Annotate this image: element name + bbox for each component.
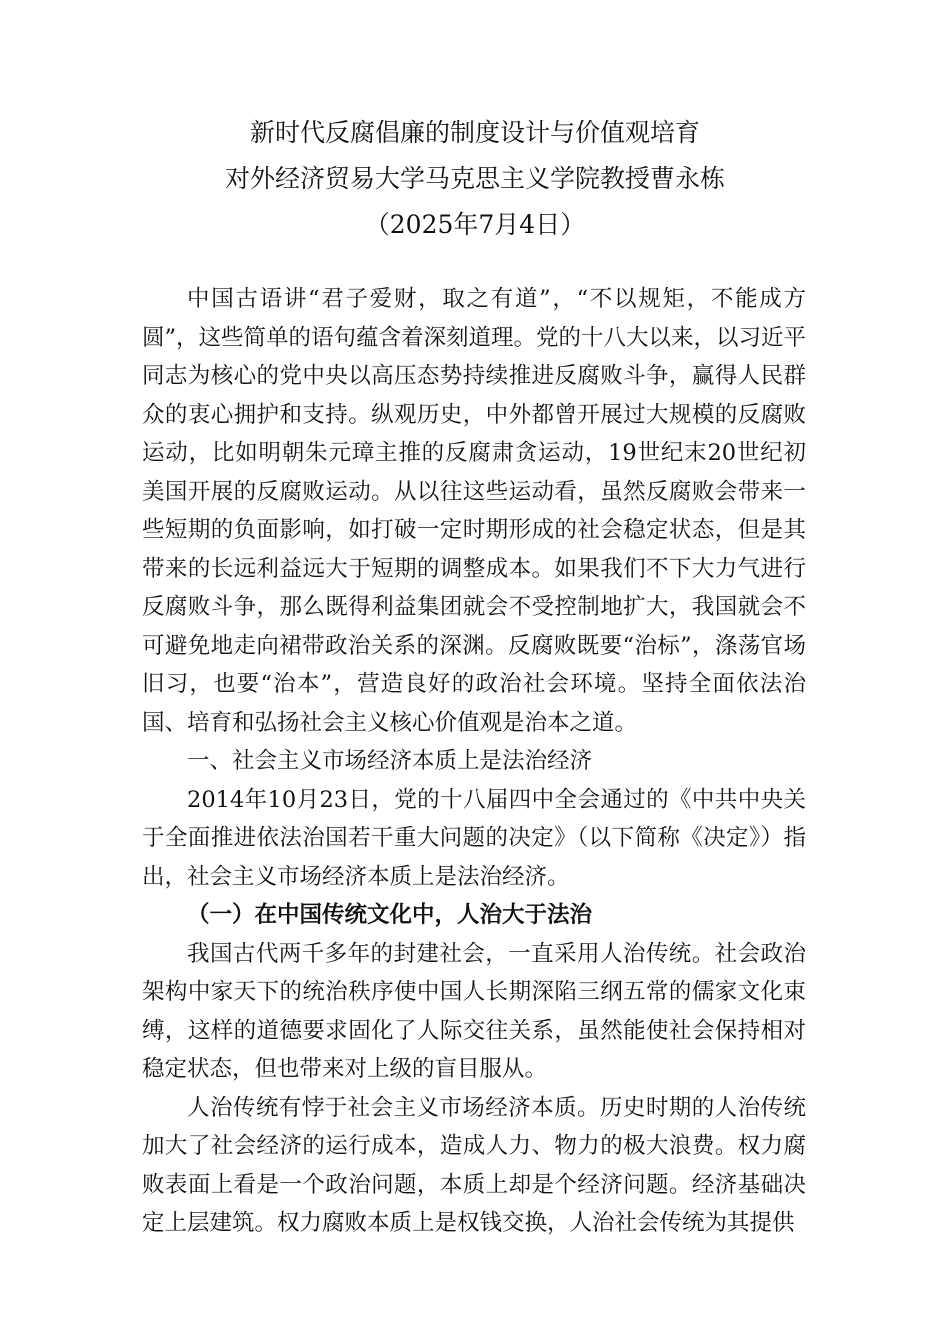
title-block <box>0 110 950 248</box>
author-line: 对外经济贸易大学马克思主义学院教授曹永栋 <box>224 164 725 193</box>
paragraph-feudal-society: 我国古代两千多年的封建社会，一直采用人治传统。社会政治架构中家天下的统治秩序使中国人长期深陷三纲五常的儒家文化束缚，这样的道德要求固化了人际交往关系，虽然能使社会保持相对稳定状态，但也带来对上级的盲目服从。 <box>142 940 806 1082</box>
document-body <box>142 280 806 1243</box>
paragraph-intro: 中国古语讲“君子爱财，取之有道”，“不以规矩，不能成方圆”，这些简单的语句蕴含着深刻道理。党的十八大以来，以习近平同志为核心的党中央以高压态势持续推进反腐败斗争，赢得人民群众的衷心拥护和支持。纵观历史，中外都曾开展过大规模的反腐败运动，比如明朝朱元璋主推的反腐肃贪运动，19世纪末20世纪初美国开展的反腐败运动。从以往这些运动看，虽然反腐败会带来一些短期的负面影响，如打破一定时期形成的社会稳定状态，但是其带来的长远利益远大于短期的调整成本。如果我们不下大力气进行反腐败斗争，那么既得利益集团就会不受控制地扩大，我国就会不可避免地走向裙带政治关系的深渊。反腐败既要“治标”，涤荡官场旧习，也要“治本”，营造良好的政治社会环境。坚持全面依法治国、培育和弘扬社会主义核心价值观是治本之道。 <box>142 286 807 736</box>
section-heading-1: 一、社会主义市场经济本质上是法治经济 <box>187 748 593 774</box>
subsection-heading-1: （一）在中国传统文化中，人治大于法治 <box>187 902 593 928</box>
paragraph-rule-of-man: 人治传统有悖于社会主义市场经济本质。历史时期的人治传统加大了社会经济的运行成本，造成人力、物力的极大浪费。权力腐败表面上看是一个政治问题，本质上却是个经济问题。经济基础决定上层建筑。权力腐败本质上是权钱交换，人治社会传统为其提供 <box>142 1094 806 1236</box>
date-line: （2025年7月4日） <box>364 210 586 239</box>
paragraph-decision: 2014年10月23日，党的十八届四中全会通过的《中共中央关于全面推进依法治国若干重大问题的决定》（以下简称《决定》）指出，社会主义市场经济本质上是法治经济。 <box>142 786 806 890</box>
document-title: 新时代反腐倡廉的制度设计与价值观培育 <box>249 118 700 147</box>
